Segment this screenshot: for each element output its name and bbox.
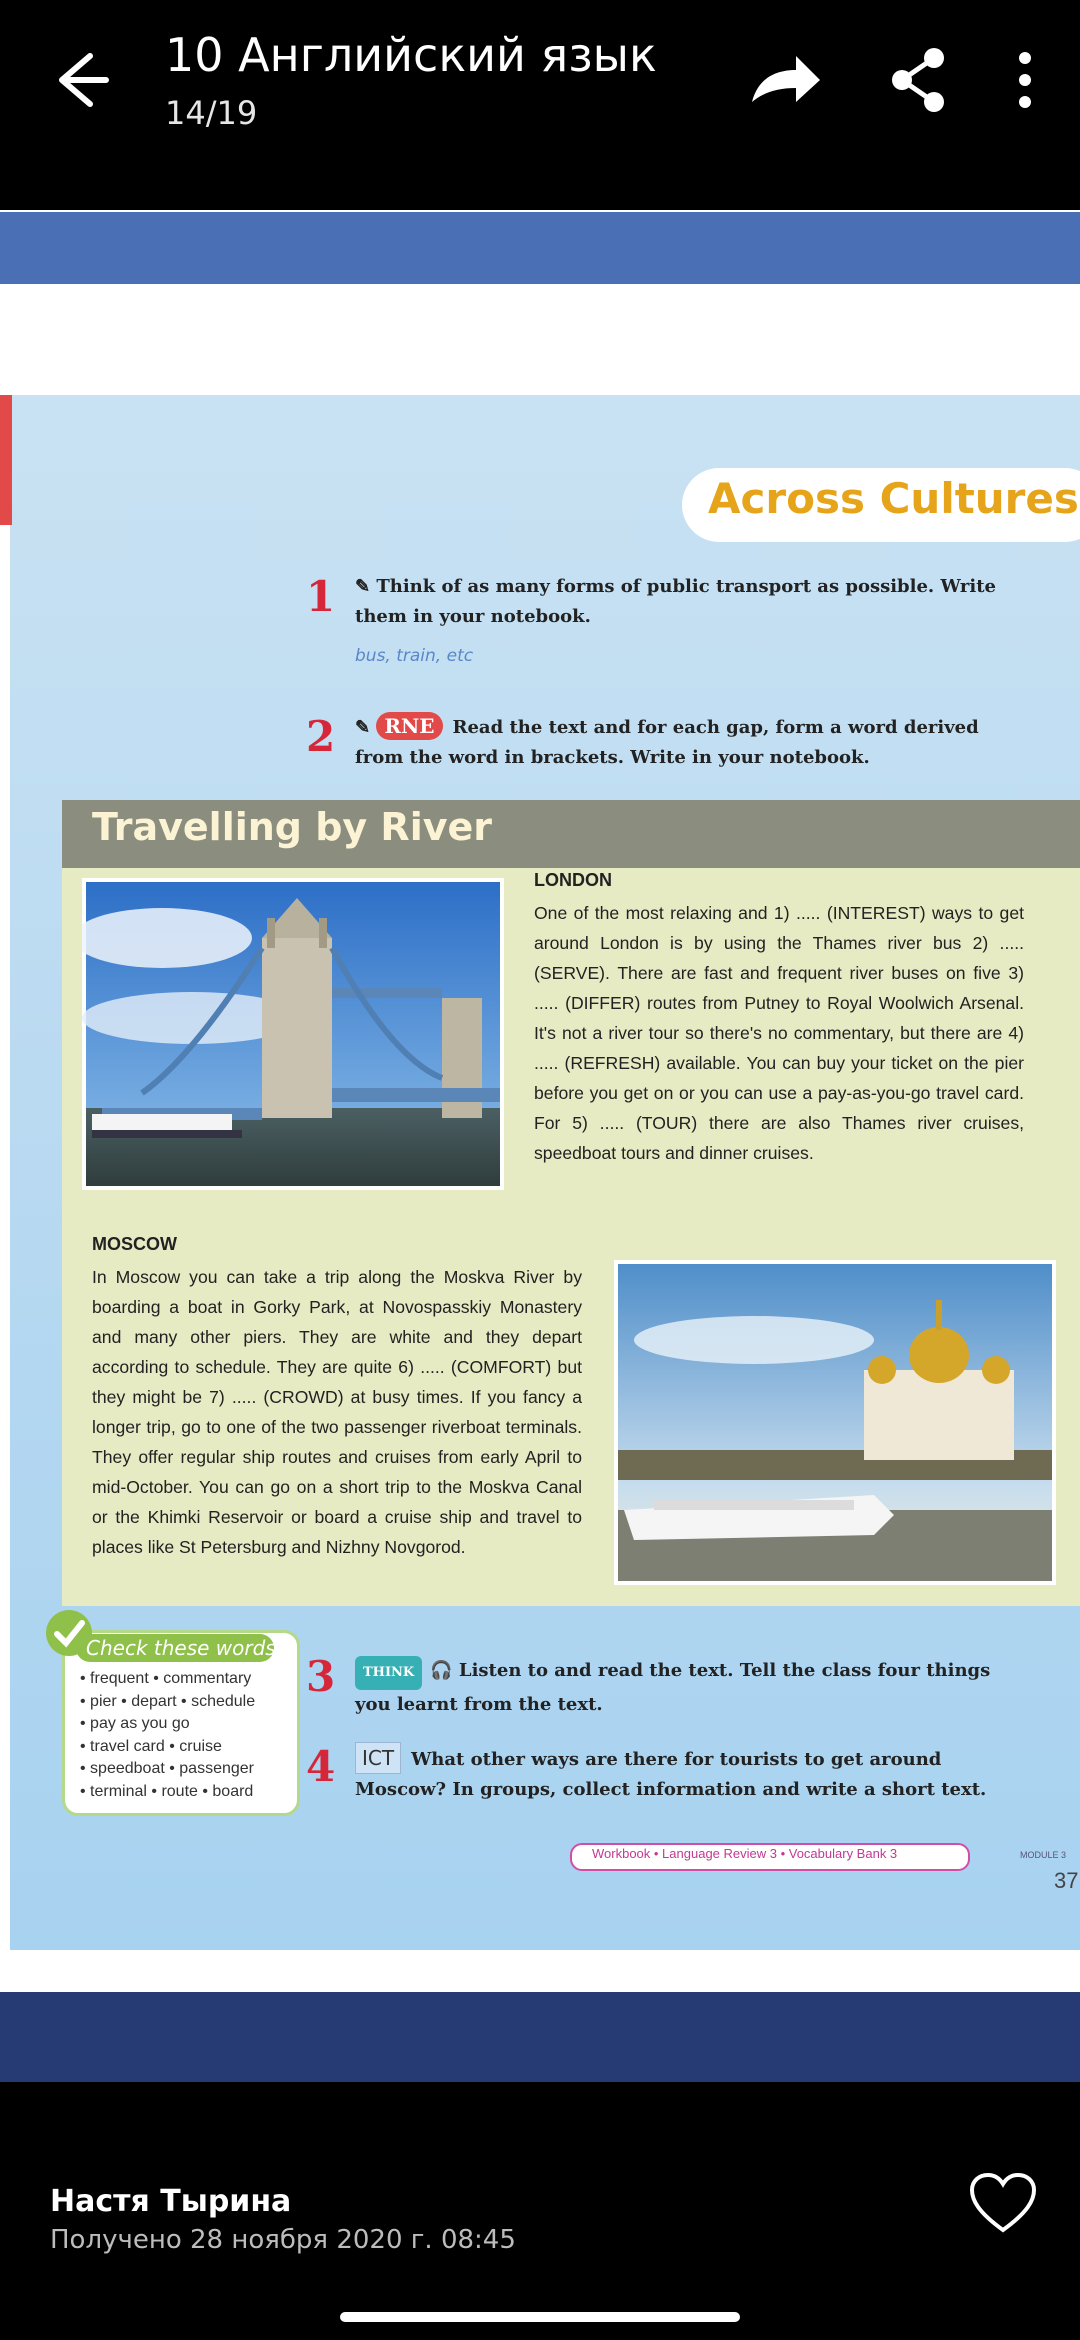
word-line: • frequent • commentary [80,1670,252,1687]
back-arrow-icon[interactable] [40,40,120,120]
received-timestamp: Получено 28 ноября 2020 г. 08:45 [50,2225,516,2255]
share-icon[interactable] [880,40,960,120]
cathedral-photo [614,1260,1056,1585]
task-number: 1 [306,572,336,621]
task-3-instruction: THINK 🎧 Listen to and read the text. Tell the class four things you learnt from the text. [355,1656,1025,1720]
workbook-reference: Workbook • Language Review 3 • Vocabulary Bank 3 [592,1846,898,1861]
heart-icon[interactable] [968,2172,1038,2236]
rne-badge: RNE [376,712,442,740]
module-label: MODULE 3 [1020,1850,1067,1860]
moscow-heading: MOSCOW [92,1234,177,1254]
task-1-example: bus, train, etc [355,646,474,666]
pen-icon: ✎ [355,576,377,597]
document-title: 10 Английский язык [165,28,657,82]
ict-badge: ICT [355,1742,401,1774]
more-vertical-icon[interactable] [985,40,1065,120]
check-words-list [80,1668,290,1803]
check-words-label: Check these words [86,1636,276,1660]
word-line: • pier • depart • schedule [80,1692,256,1710]
task-4-instruction: ICT What other ways are there for tourists to get around Moscow? In groups, collect information and write a short text. [355,1742,1025,1805]
word-line: • speedboat • passenger [80,1760,254,1777]
headphones-icon: 🎧 [430,1660,459,1681]
sender-name: Настя Тырина [50,2184,292,2219]
task-number: 3 [306,1652,336,1701]
pen-icon: ✎ [355,717,377,738]
tower-bridge-photo [82,878,504,1190]
page-edge-strip [0,395,12,525]
page-top-band [0,212,1080,284]
task-1-instruction: ✎ Think of as many forms of public transport as possible. Write them in your notebook. [355,576,996,627]
london-paragraph: One of the most relaxing and 1) ..... (INTEREST) ways to get around London is by using the Thames river bus 2) ..... (SERVE). There are fast and frequent river buses on five 3) ..... (DIFFER) routes from Putney to Royal Woolwich Arsenal. It's not a river tour so there's no commentary, but there are 4) ..... (REFRESH) available. You can buy your ticket on the pier before you get on or you can use a pay-as-you-go travel card. For 5) ..... (TOUR) there are also Thames river cruises, speedboat tours and dinner cruises. [534,903,1024,1163]
section-title: Across Cultures [708,474,1079,523]
london-heading: LONDON [534,870,612,890]
word-line: • pay as you go [80,1715,190,1732]
forward-share-icon[interactable] [740,40,830,120]
page-bottom-band [0,1992,1080,2082]
home-indicator[interactable] [340,2312,740,2322]
page-number: 37 [1054,1868,1079,1893]
task-number: 2 [306,712,336,761]
think-badge: THINK [355,1656,422,1690]
word-line: • terminal • route • board [80,1782,254,1800]
page-counter: 14/19 [165,94,258,132]
moscow-paragraph: In Moscow you can take a trip along the Moskva River by boarding a boat in Gorky Park, at Novospasskiy Monastery and many other piers. They are white and they depart according to schedule. They are quite 6) ..... (COMFORT) but they might be 7) ..... (CROWD) at busy times. If you fancy a longer trip, go to one of the two passenger riverboat terminals. They offer regular ship routes and cruises from early April to mid-October. You can go on a short trip to the Moskva Canal or the Khimki Reservoir or board a cruise ship and travel to places like St Petersburg and Nizhny Novgorod. [92,1267,582,1557]
task-2-instruction: ✎ RNE Read the text and for each gap, form a word derived from the word in brackets. Write in your notebook. [355,714,979,768]
task-number: 4 [306,1742,336,1791]
word-line: • travel card • cruise [80,1737,222,1755]
article-title: Travelling by River [92,805,493,849]
